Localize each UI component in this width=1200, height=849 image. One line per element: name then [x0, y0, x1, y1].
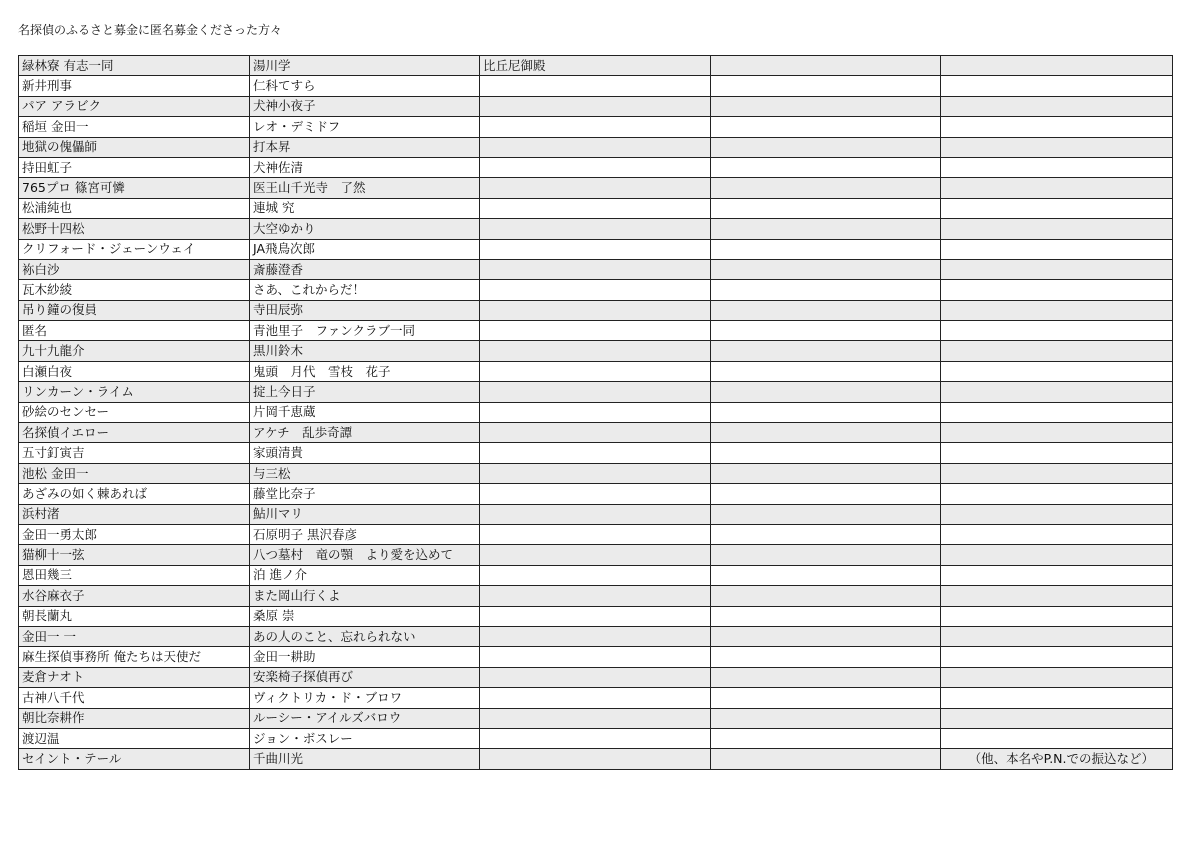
table-cell [711, 749, 941, 769]
table-cell [711, 219, 941, 239]
table-cell: 水谷麻衣子 [19, 586, 250, 606]
table-row [19, 239, 1173, 259]
table-cell [711, 321, 941, 341]
table-cell [941, 728, 1173, 748]
table-cell [711, 239, 941, 259]
table-row [19, 361, 1173, 381]
table-row [19, 56, 1173, 76]
table-cell: あの人のこと、忘れられない [250, 626, 480, 646]
table-cell [711, 728, 941, 748]
table-cell [941, 586, 1173, 606]
table-cell [480, 259, 711, 279]
table-cell [480, 728, 711, 748]
table-row [19, 300, 1173, 320]
table-cell [480, 76, 711, 96]
table-cell: セイント・テール [19, 749, 250, 769]
table-cell [711, 56, 941, 76]
table-row [19, 259, 1173, 279]
table-row [19, 443, 1173, 463]
table-cell [711, 443, 941, 463]
table-cell: 黒川鈴木 [250, 341, 480, 361]
table-cell: 麦倉ナオト [19, 667, 250, 687]
table-cell: 名探偵イエロー [19, 423, 250, 443]
table-cell [941, 137, 1173, 157]
table-cell: 765プロ 篠宮可憐 [19, 178, 250, 198]
table-cell [941, 321, 1173, 341]
table-row [19, 341, 1173, 361]
table-cell [711, 586, 941, 606]
table-cell [711, 402, 941, 422]
table-cell: 湯川学 [250, 56, 480, 76]
table-cell: 掟上今日子 [250, 382, 480, 402]
table-cell: リンカーン・ライム [19, 382, 250, 402]
table-cell [480, 137, 711, 157]
table-row [19, 96, 1173, 116]
table-cell [711, 504, 941, 524]
table-cell: 安楽椅子探偵再び [250, 667, 480, 687]
table-row [19, 117, 1173, 137]
table-cell [941, 463, 1173, 483]
table-cell [711, 484, 941, 504]
table-cell: あざみの如く棘あれば [19, 484, 250, 504]
table-cell [941, 443, 1173, 463]
table-cell: 大空ゆかり [250, 219, 480, 239]
table-cell [480, 382, 711, 402]
table-cell: 五寸釘寅吉 [19, 443, 250, 463]
table-cell [941, 524, 1173, 544]
table-cell [711, 708, 941, 728]
table-row [19, 647, 1173, 667]
table-cell: 袮白沙 [19, 259, 250, 279]
donor-table [18, 55, 1173, 770]
table-cell [480, 647, 711, 667]
table-cell: 浜村渚 [19, 504, 250, 524]
table-cell [941, 402, 1173, 422]
table-cell [480, 361, 711, 381]
table-cell: 九十九龍介 [19, 341, 250, 361]
table-cell: さあ、これからだ！ [250, 280, 480, 300]
table-cell [711, 157, 941, 177]
table-cell: 泊 進ノ介 [250, 565, 480, 585]
table-cell [711, 198, 941, 218]
table-cell [480, 688, 711, 708]
table-cell: 渡辺温 [19, 728, 250, 748]
table-row [19, 606, 1173, 626]
table-cell: 持田虹子 [19, 157, 250, 177]
table-cell [711, 382, 941, 402]
table-cell: 鬼頭 月代 雪枝 花子 [250, 361, 480, 381]
table-cell [941, 239, 1173, 259]
table-row [19, 688, 1173, 708]
table-cell: 松野十四松 [19, 219, 250, 239]
table-cell [480, 239, 711, 259]
table-row [19, 565, 1173, 585]
page-title: 名探偵のふるさと募金に匿名募金くださった方々 [18, 23, 283, 37]
table-cell [941, 117, 1173, 137]
table-cell [941, 361, 1173, 381]
table-cell [711, 76, 941, 96]
table-cell [941, 341, 1173, 361]
table-cell [480, 423, 711, 443]
table-cell [711, 688, 941, 708]
table-cell [941, 198, 1173, 218]
table-cell: 古神八千代 [19, 688, 250, 708]
table-cell: 犬神小夜子 [250, 96, 480, 116]
table-cell: 犬神佐清 [250, 157, 480, 177]
table-row [19, 545, 1173, 565]
table-cell: 千曲川光 [250, 749, 480, 769]
table-row [19, 280, 1173, 300]
table-cell [480, 96, 711, 116]
table-cell: 家頭清貴 [250, 443, 480, 463]
table-cell: 藤堂比奈子 [250, 484, 480, 504]
table-cell [711, 463, 941, 483]
table-cell: 寺田辰弥 [250, 300, 480, 320]
table-cell [480, 504, 711, 524]
table-cell [941, 565, 1173, 585]
table-cell [941, 178, 1173, 198]
table-cell: 金田一耕助 [250, 647, 480, 667]
table-row [19, 402, 1173, 422]
table-cell: レオ・デミドフ [250, 117, 480, 137]
table-row [19, 586, 1173, 606]
table-cell [711, 524, 941, 544]
table-row [19, 708, 1173, 728]
table-cell: 朝比奈耕作 [19, 708, 250, 728]
table-cell [480, 708, 711, 728]
table-row [19, 76, 1173, 96]
table-cell: 朝長蘭丸 [19, 606, 250, 626]
table-cell: 与三松 [250, 463, 480, 483]
table-row [19, 626, 1173, 646]
table-cell [480, 749, 711, 769]
table-cell [941, 382, 1173, 402]
table-cell [941, 96, 1173, 116]
table-cell: また岡山行くよ [250, 586, 480, 606]
table-cell: 松浦純也 [19, 198, 250, 218]
table-cell [480, 463, 711, 483]
table-cell [711, 178, 941, 198]
donor-table-body [19, 56, 1173, 770]
table-cell: 八つ墓村 竜の顎 より愛を込めて [250, 545, 480, 565]
table-row [19, 524, 1173, 544]
table-cell: 砂絵のセンセー [19, 402, 250, 422]
table-row [19, 178, 1173, 198]
table-cell [480, 545, 711, 565]
footnote-cell: （他、本名やP.N.での振込など） [941, 749, 1173, 769]
table-row [19, 667, 1173, 687]
table-cell [711, 565, 941, 585]
table-cell [711, 137, 941, 157]
table-cell: 新井刑事 [19, 76, 250, 96]
table-cell [711, 300, 941, 320]
table-cell [941, 56, 1173, 76]
table-cell [480, 117, 711, 137]
table-cell: JA飛鳥次郎 [250, 239, 480, 259]
table-cell: 金田一 一 [19, 626, 250, 646]
table-cell: アケチ 乱歩奇譚 [250, 423, 480, 443]
table-cell [941, 484, 1173, 504]
table-cell [480, 321, 711, 341]
table-cell [711, 117, 941, 137]
table-cell [941, 688, 1173, 708]
table-cell [480, 219, 711, 239]
table-cell: 麻生探偵事務所 俺たちは天使だ [19, 647, 250, 667]
table-cell [941, 76, 1173, 96]
table-cell: 瓦木紗綾 [19, 280, 250, 300]
table-row [19, 484, 1173, 504]
table-cell [941, 423, 1173, 443]
table-cell: パア アラビク [19, 96, 250, 116]
table-row [19, 749, 1173, 769]
table-cell [711, 280, 941, 300]
table-cell [480, 178, 711, 198]
table-cell [480, 667, 711, 687]
table-cell [711, 626, 941, 646]
table-row [19, 504, 1173, 524]
table-cell: 稲垣 金田一 [19, 117, 250, 137]
table-row [19, 137, 1173, 157]
table-cell: 連城 究 [250, 198, 480, 218]
table-cell [941, 647, 1173, 667]
table-cell: クリフォード・ジェーンウェイ [19, 239, 250, 259]
table-row [19, 423, 1173, 443]
table-cell [941, 626, 1173, 646]
table-cell [480, 300, 711, 320]
table-cell: 猫柳十一弦 [19, 545, 250, 565]
table-cell [711, 606, 941, 626]
table-cell [480, 565, 711, 585]
table-cell [711, 259, 941, 279]
table-cell [711, 647, 941, 667]
table-cell: 斎藤澄香 [250, 259, 480, 279]
table-cell [480, 586, 711, 606]
table-cell [480, 626, 711, 646]
table-cell: 地獄の傀儡師 [19, 137, 250, 157]
table-cell [941, 280, 1173, 300]
table-cell [480, 402, 711, 422]
table-cell: ヴィクトリカ・ド・ブロワ [250, 688, 480, 708]
table-cell: 桑原 崇 [250, 606, 480, 626]
table-cell [941, 504, 1173, 524]
table-cell: ルーシー・アイルズバロウ [250, 708, 480, 728]
table-cell: 緑林寮 有志一同 [19, 56, 250, 76]
table-cell: 仁科てすら [250, 76, 480, 96]
table-row [19, 321, 1173, 341]
table-row [19, 382, 1173, 402]
table-cell [941, 157, 1173, 177]
table-row [19, 463, 1173, 483]
table-cell: 青池里子 ファンクラブ一同 [250, 321, 480, 341]
table-cell [941, 259, 1173, 279]
table-cell: 吊り鐘の復員 [19, 300, 250, 320]
table-cell [941, 667, 1173, 687]
table-cell: 白瀬白夜 [19, 361, 250, 381]
table-cell [711, 423, 941, 443]
table-cell: 恩田幾三 [19, 565, 250, 585]
table-cell: 片岡千恵蔵 [250, 402, 480, 422]
table-cell [711, 341, 941, 361]
table-cell [941, 606, 1173, 626]
table-cell: 医王山千光寺 了然 [250, 178, 480, 198]
table-cell [480, 524, 711, 544]
table-cell [711, 96, 941, 116]
table-cell: 打本昇 [250, 137, 480, 157]
table-cell: 池松 金田一 [19, 463, 250, 483]
table-row [19, 728, 1173, 748]
table-cell [480, 280, 711, 300]
table-cell: 鮎川マリ [250, 504, 480, 524]
table-cell: 比丘尼御殿 [480, 56, 711, 76]
table-cell [480, 443, 711, 463]
table-cell [480, 484, 711, 504]
table-cell [941, 708, 1173, 728]
table-cell: 金田一勇太郎 [19, 524, 250, 544]
table-cell [711, 361, 941, 381]
table-cell: 石原明子 黒沢春彦 [250, 524, 480, 544]
table-cell [941, 545, 1173, 565]
table-cell [480, 157, 711, 177]
table-cell [480, 606, 711, 626]
table-cell [941, 300, 1173, 320]
table-row [19, 198, 1173, 218]
table-cell [711, 545, 941, 565]
table-cell: ジョン・ボスレー [250, 728, 480, 748]
table-cell [711, 667, 941, 687]
table-row [19, 219, 1173, 239]
table-cell [941, 219, 1173, 239]
table-cell [480, 341, 711, 361]
table-row [19, 157, 1173, 177]
table-cell [480, 198, 711, 218]
table-cell: 匿名 [19, 321, 250, 341]
